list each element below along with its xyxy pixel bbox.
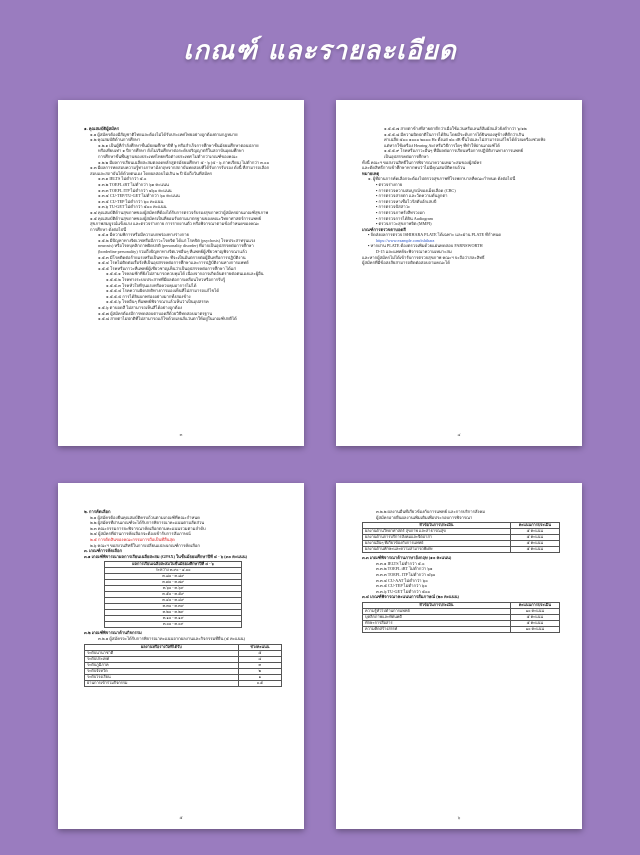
text-line: ๑.๕.๕.๔ โรคความผิดปกติทางการมองเห็นที่ไม่สามารถแก้ไขได้ [106,288,220,294]
page-number: ๕ [179,815,183,820]
page-lines [362,126,560,266]
page-lines [362,555,560,600]
text-line: ๓.๓.๔ CU-AAT ไม่ต่ำกว่า ๖๐ [376,577,428,583]
text-line: ๑.๕.๑ มีความพิการหรือมีความบกพร่องทางร่างกาย [98,232,190,238]
text-line: ๑.๕.๕.๒ โรคทางระบบประสาทที่มีผลต่อการเคลื่อนไหวหรือการรับรู้ [106,277,226,283]
text-line: ๑.๕.๕.๑ โรคลมชักที่ยังไม่สามารถควบคุมได้ เนื่องจากอาจเกิดอันตรายต่อตนเองและผู้อื่น [106,271,264,277]
text-line: ๑.๕.๕.๓ โรคหัวใจที่รุนแรงหรือควบคุมอาการไม่ได้ [106,282,197,288]
table-cell: ๕ คะแนน [510,529,559,535]
text-line: ๑. ผู้ที่ผ่านการคัดเลือกจะต้องไปตรวจสุขภาพที่โรงพยาบาลที่คณะกำหนด ดังต่อไปนี้ [368,176,516,182]
text-line: ๑.๕.๕.๖ โรคอื่นๆ ที่แพทย์พิจารณาแล้วเห็นว่าเป็นอุปสรรค [106,299,209,305]
text-line: แต่หากใช้เครื่อง Hearing Aid หรือวิธีการใดๆ ที่ทำให้ผ่านเกณฑ์ได้ [384,142,500,148]
text-line: ▪ การตรวจความสมบูรณ์ของเม็ดเลือด (CBC) [362,188,560,194]
text-line: ๑.๕.๔ โรคไม่ติดต่อเรื้อรังที่เป็นอุปสรรคต่อการศึกษาและการปฏิบัติงานทางการแพทย์ [98,260,249,266]
table-cell: ระหว่าง ๓.๙๐ - ๔.๐๐ [104,568,242,574]
text-line: ๒.๔ ผู้สมัครที่ผ่านการคัดเลือกจะต้องเข้ารับการสัมภาษณ์ [90,531,191,537]
text-line: ๓.๓.๓ TOEFL ITP ไม่ต่ำกว่า ๔๖๐ [376,571,436,577]
text-line: ๑.๓.๔ CU-TEP/TU-GET ไม่ต่ำกว่า ๖๐ คะแนน [98,193,180,199]
text-line: ▪ ตรวจร่างกาย [362,182,560,188]
interview-table [362,602,560,633]
table-cell: ๕ คะแนน [510,541,559,547]
table-cell: ๑ [238,674,281,680]
text-line: ค่าเฉลี่ย ๕๐๐ ๑๐๐๐ ๒๐๐๐ Hz ตั้งแต่ ๔๐ dB ขึ้นไปและไม่สามารถแก้ไขได้ด้วยเครื่องช่วยฟัง [384,137,546,143]
text-line: ๓.๓.๑ IELTS ไม่ต่ำกว่า ๕.๐ [376,560,425,566]
text-line: และหากผู้สมัครไม่ได้เข้ารับการตรวจสุขภาพ คณะฯ จะถือว่าสละสิทธิ์ [362,254,485,260]
table-header: ช่วงคะแนน [238,644,281,650]
table-cell: ผลงานอื่นๆ ที่เกี่ยวข้องกับการแพทย์ [363,541,511,547]
text-line: ๑.๕.๕.๘ มีความผิดปกติในการได้ยิน โดยมีระดับการได้ยินของหูข้างที่ดีกว่าเกิน [384,131,525,137]
page-body [362,126,560,432]
table-cell: ๕ คะแนน [510,620,559,626]
text-line[interactable]: https://www.example.com/ishihara [376,237,435,243]
text-line: ๑.๕ คุณสมบัติด้านสุขภาพของผู้สมัครเป็นที่ยอมรับตามมาตรฐานของคณะวิทยาศาสตร์การแพทย์ [90,215,262,221]
table-header: คะแนนการประเมิน [510,602,559,608]
text-line: การศึกษาขั้นพื้นฐานของประเทศไทยหรือต่างประเทศ ไม่ต่ำกว่าเกณฑ์ของคณะ [98,153,238,159]
text-line: ๑.๓.๓ TOEFL ITP ไม่ต่ำกว่า ๔๖๐ คะแนน [98,187,172,193]
table-cell: ๓.๑๐ - ๓.๑๙ [104,616,242,622]
table-cell: ความรู้ทั่วไปด้านการแพทย์ [363,608,511,614]
text-line: ๑.๕.๕.๕ การได้ยินบกพร่องอย่างมากทั้งสองข้าง [106,293,191,299]
document-page-1 [58,100,304,446]
text-line: ๒.๓ คณะกรรมการจะพิจารณาคัดเลือกตามคะแนนรวมตามลำดับ [90,525,206,531]
text-line: ▪ การตรวจปัสสาวะ [362,204,560,210]
page-number: ๓ [179,432,183,437]
text-line: ▪ หากผ่าน PLATE ต้องตรวจเพิ่มด้วยแผ่นทดสอบ FARNSWORTH [362,243,560,249]
table-cell: ผ่านการเข้าร่วมกิจกรรม [85,680,239,686]
text-line: ๓. เกณฑ์การคัดเลือก [84,548,122,554]
table-header: หัวข้อในการประเมิน [363,523,511,529]
text-line: ๑.๕.๕.๗ สายตาข้างที่สายตาดีกว่าเมื่อใช้แว่นหรือเลนส์สัมผัสแล้วยังต่ำกว่า ๖/๑๒ [384,126,527,131]
text-line: ๑.๑ ผู้สมัครต้องมีสัญชาติไทยและต้องไม่ได้รับประเทศไทยอย่างถูกต้องตามกฎหมาย [90,131,238,137]
table-cell: ๓.๓๐ - ๓.๓๙ [104,604,242,610]
table-cell: ๓.๒๐ - ๓.๒๙ [104,610,242,616]
text-line: ๑.๓ มีผลการทดสอบความรู้ทางภาษาอังกฤษจากสถาบันทดสอบที่ได้รับการรับรอง ดังนี้ ที่สามารถเลือก [90,165,270,171]
page-lines [84,630,282,641]
text-line: D-15 และแพทย์จะพิจารณาความเหมาะสม [376,249,452,255]
text-line: (borderline personality) รวมถึงปัญหาทางจิตเวชอื่นๆ ที่แพทย์ผู้เชี่ยวชาญพิจารณาแล้ว [98,249,247,255]
text-line: ๓.๓.๒ TOEFL iBT ไม่ต่ำกว่า ๖๑ [376,566,433,572]
table-cell: ระดับประเทศ [85,656,239,662]
table-header: ผลการเรียนเฉลี่ยสะสมในชั้นมัธยมศึกษาปีที่ ๔ - ๖ [104,562,242,568]
table-cell: ทักษะการสื่อสาร [363,620,511,626]
table-cell: ผลงานด้านวิทยาศาสตร์ สุขภาพ และสาธารณสุข [363,529,511,535]
document-page-4 [336,483,582,829]
table-cell: ๕ [238,650,281,656]
document-page-3 [58,483,304,829]
table-row [85,680,282,686]
text-line: ๓.๓.๕ CU-TEP ไม่ต่ำกว่า ๖๐ [376,583,428,589]
page-title: เกณฑ์ และรายละเอียด [183,36,457,66]
page-lines [362,509,560,520]
text-line: ๓.๓.๖ TU-GET ไม่ต่ำกว่า ๕๐๐ [376,588,431,594]
text-line: ผู้สมัครที่มีข้อสงสัยสามารถติดต่อสอบถามคณะได้ [362,260,450,266]
text-line: เกณฑ์การตรวจตาบอดสี [362,226,406,232]
table-cell: ๓ [238,662,281,668]
text-line: ๑. คุณสมบัติผู้สมัคร [84,126,119,131]
table-cell: ๕ คะแนน [510,547,559,553]
text-line: ๒.๕ การตัดสินของคณะกรรมการถือเป็นที่สิ้นสุด [90,536,175,542]
text-line: ๑.๒.๒ มีผลการเรียนเฉลี่ยสะสมตลอดหลักสูตรมัธยมศึกษา ๕ - ๖ (๕ - ๖ ภาคเรียน) ไม่ต่ำกว่า ๓.๐๐ [98,159,270,165]
table-cell: ๓.๗๐ - ๓.๗๙ [104,580,242,586]
text-line: ๑.๔ คุณสมบัติด้านสุขภาพของผู้สมัครที่ต้องได้รับการตรวจรับรองสุขภาพว่าผู้สมัครผ่านเกณฑ์สุขภาพ [90,209,269,215]
text-line: หมายเหตุ [362,170,380,176]
text-line: เป็นอุปสรรคต่อการศึกษา [384,153,429,159]
text-line: ทั้งนี้ คณะฯ ขอสงวนสิทธิ์ในการพิจารณาความเหมาะสมของผู้สมัคร [362,159,482,165]
text-line: ๑.๓.๖ TU-GET ไม่ต่ำกว่า ๕๐๐ คะแนน [98,204,167,210]
page-lines [84,126,282,322]
text-line: ๑.๕.๓ มีโรคติดต่อร้ายแรงหรือเป็นพาหะ ที่จะเป็นอันตรายต่อผู้อื่นหรือการปฏิบัติงาน [98,254,246,260]
text-line: ๑.๕.๕.๙ โรคหรือภาวะอื่นๆ ที่มีผลต่อการเรียนหรือการปฏิบัติงานทางการแพทย์ [384,148,524,154]
text-line: ๒. การคัดเลือก [84,509,111,514]
text-line: ๒.๒ ผู้สมัครที่ผ่านเกณฑ์จะได้รับการพิจารณาคะแนนตามสัดส่วน [90,520,205,526]
table-cell: ๓.๖๐ - ๓.๖๙ [104,586,242,592]
text-line: ๑.๕.๕ โรคหรือภาวะที่แพทย์ผู้เชี่ยวชาญเห็นว่าเป็นอุปสรรคต่อการศึกษา ได้แก่ [98,265,236,271]
document-page-2 [336,100,582,446]
text-line: ๑.๕.๘ สายตาไม่ปกติที่ไม่สามารถแก้ไขด้วยเลนส์แว่นตาให้อยู่ในเกณฑ์ปกติได้ [98,316,237,322]
page-lines [84,509,282,559]
table-cell: ผลงานด้านทักษะและความสามารถพิเศษ [363,547,511,553]
text-line: สอบและสถาบันได้ด้วยตนเอง โดยผลสอบไม่เกิน ๒ ปี นับถึงวันที่สมัคร [90,170,213,176]
page-body [84,126,282,432]
portfolio-table [362,522,560,553]
table-cell: ระดับนานาชาติ [85,650,239,656]
text-line: ▪ การตรวจสายตา และวัดความดันลูกตา [362,193,560,199]
table-row [104,622,242,628]
text-line: ๑.๒.๑ เป็นผู้ที่กำลังศึกษาชั้นมัธยมศึกษาปีที่ ๖ หรือสำเร็จการศึกษาชั้นมัธยมศึกษาตอนปลาย [98,142,259,148]
table-cell: ความคิดสร้างสรรค์ [363,626,511,632]
table-cell: ๑๐ คะแนน [510,608,559,614]
page-body [84,509,282,815]
table-cell: ๓.๘๐ - ๓.๘๙ [104,574,242,580]
activity-table [84,644,282,687]
text-line: ๒.๑ ผู้สมัครต้องยื่นคุณสมบัติครบถ้วนตามเกณฑ์ที่คณะกำหนด [90,514,200,520]
table-cell: ๕ คะแนน [510,614,559,620]
table-cell: ๒ [238,668,281,674]
table-cell: ๑๐ คะแนน [510,626,559,632]
text-line: ▪ การตรวจการได้ยิน Audiogram [362,216,560,222]
table-header: คะแนนการประเมิน [510,523,559,529]
table-row [363,626,560,632]
table-cell: ๔ [238,656,281,662]
text-line: ๑.๒ คุณสมบัติด้านการศึกษา [90,137,141,143]
text-line: ๓.๒.๑ ผู้สมัครจะได้รับการพิจารณาคะแนนจากผลงานและกิจกรรมที่ยื่น (๕ คะแนน) [98,635,245,641]
table-cell: ๓.๕๐ - ๓.๕๙ [104,592,242,598]
table-cell: ระดับจังหวัด [85,668,239,674]
text-line: หรือเทียบเท่า ๑ ปีการศึกษา ยังไม่เริ่มศึกษาต่อระดับปริญญาตรีในสถาบันอุดมศึกษา [98,148,245,154]
table-cell: ๕ คะแนน [510,535,559,541]
table-cell: ระดับโรงเรียน [85,674,239,680]
text-line: ๒.๖ คณะฯ ขอสงวนสิทธิ์ในการเปลี่ยนแปลงเกณฑ์การคัดเลือก [90,542,200,548]
text-line: ๑.๕.๖ ตาบอดสี ไม่สามารถเห็นสีได้อย่างถูกต้อง [98,305,183,310]
page-number: ๔ [457,432,461,437]
text-line: ๓.๔ เกณฑ์พิจารณาคะแนนการสัมภาษณ์ (๒๐ คะแนน) [362,594,459,600]
text-line: สุขภาพสมบูรณ์แข็งแรง และตรวจร่างกาย การรายงานตัว หรือพิจารณาตามข้อกำหนดของคณะ [90,221,260,227]
table-cell: บุคลิกภาพและทัศนคติ [363,614,511,620]
text-line: neurosis) หรือโรคบุคลิกภาพผิดปกติ (personality disorder) ที่อาจเป็นอุปสรรคต่อการศึกษา [98,243,254,249]
table-cell: ๐.๕ [238,680,281,686]
gpax-table [104,561,243,628]
text-line: ๑.๓.๕ CU-TEP ไม่ต่ำกว่า ๖๐ คะแนน [98,198,164,204]
text-line: ๑.๕.๗ ผู้สมัครต้องมีการทดสอบตาบอดสีด้วยวิธีทดสอบมาตรฐาน [98,310,213,316]
page-number: ๖ [457,815,461,820]
text-line: การศึกษา ดังต่อไปนี้ [90,226,127,232]
table-cell: ๓.๐๐ - ๓.๐๙ [104,622,242,628]
text-line: ๓.๒ เกณฑ์พิจารณาด้านกิจกรรม [84,630,142,636]
text-line: ๑.๓.๑ IELTS ไม่ต่ำกว่า ๕.๐ [98,176,147,182]
text-line: ๑.๕.๒ มีปัญหาทางจิตเวชหรือมีภาวะโรคจิต ได้แก่ โรคจิต (psychosis) โรคประสาทรุนแรง [98,237,256,243]
text-line: ผู้สมัครอาจยื่นผลงานเพิ่มเติมเพื่อประกอบการพิจารณา [376,514,473,520]
text-line: และตัดสิทธิ์การเข้าศึกษาหากพบว่าไม่มีคุณสมบัติครบถ้วน [362,165,466,171]
text-line: ▪ การตรวจหาเชื้อไวรัสตับอักเสบบี [362,199,560,205]
text-line: ▪ จัดส่งผลการตรวจ ISHIHARA PLATE ได้เฉพาะ และผ่าน PLATE ที่กำหนด [362,232,560,238]
table-header: ผลงานหรือรางวัลที่ได้รับ [85,644,239,650]
text-line: ๓.๑ เกณฑ์พิจารณาผลการเรียนเฉลี่ยสะสม (GPAX) ในชั้นมัธยมศึกษาปีที่ ๔ - ๖ (๓๐ คะแนน) [84,553,248,559]
table-cell: ผลงานด้านการบริการสังคมและจิตอาสา [363,535,511,541]
text-line: ▪ การตรวจภาพรังสีทรวงอก [362,210,560,216]
table-row [363,547,560,553]
text-line: ▪ ตรวจภาวะสุขภาพจิต (MMPI) [362,221,560,227]
text-line: ๑.๓.๒ TOEFL iBT ไม่ต่ำกว่า ๖๑ คะแนน [98,181,169,187]
page-body [362,509,560,815]
text-line: ๓.๒.๒ ผลงานอื่นที่เกี่ยวข้องกับการแพทย์ และการบริการสังคม [376,509,486,514]
text-line: ๓.๓ เกณฑ์พิจารณาด้านภาษาอังกฤษ (๑๐ คะแนน) [362,555,452,561]
table-cell: ระดับภูมิภาค [85,662,239,668]
table-cell: ๓.๔๐ - ๓.๔๙ [104,598,242,604]
table-header: หัวข้อในการประเมิน [363,602,511,608]
